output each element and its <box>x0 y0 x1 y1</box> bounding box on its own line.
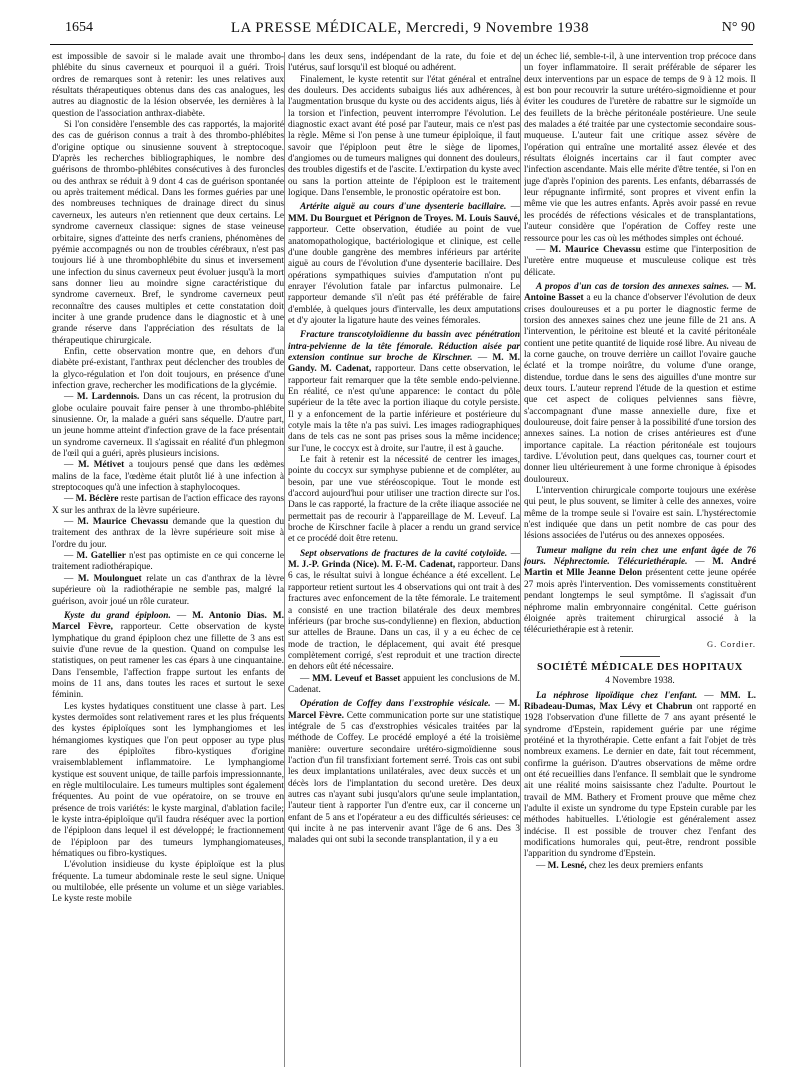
paragraph: L'évolution insidieuse du kyste épiploïque est la plus fréquente. La tumeur abdominale reste le seul signe. Unique ou multilobée, elle présente un volume et un siège variables. Le kyste reste mobile <box>52 860 284 905</box>
paragraph: — M. Maurice Chevassu estime que l'interposition de l'uretère entre muqueuse et musculeuse colique est très délicate. <box>524 244 756 278</box>
section-paragraph: Tumeur maligne du rein chez une enfant âgée de 76 jours. Néphrectomie. Télécuriethérapie. — M. André Martin et Mlle Jeanne Delon présentent cette jeune opérée 27 mois après l'intervention. Des vomissements constituèrent pendant longtemps le seul symptôme. Il s'agissait d'un néphrome malin embryonnaire congénital. Cette guérison éloignée après traitement chirurgical associé à la télécuriethérapie est à retenir. <box>524 545 756 636</box>
speaker-name: M. Moulonguet <box>77 573 142 584</box>
paragraph: L'intervention chirurgicale comporte toujours une exérèse qui peut, le plus souvent, se limiter à celle des annexes, voire même de la trompe seule si l'ovaire est sain. L'hystérectomie n'est indiquée que dans un petit nombre de cas pour des lésions associées de l'utérus ou des annexes opposées. <box>524 486 756 542</box>
column-2 <box>288 52 520 1072</box>
paragraph: dans les deux sens, indépendant de la rate, du foie et de l'utérus, sauf lorsqu'il est bloqué ou adhérent. <box>288 52 520 74</box>
paragraph: — M. Métivet a toujours pensé que dans les œdèmes malins de la face, l'œdème était plutôt lié à une infection à streptocoques qu'à une infection à staphylocoques. <box>52 460 284 494</box>
paragraph: un échec lié, semble-t-il, à une intervention trop précoce dans un foyer inflammatoire. Il serait préférable de séparer les deux interventions par un espace de temps de 9 à 12 mois. Il est bon pour recouvrir la suture urétéro-sigmoïdienne et pour éviter les coudures de l'uretère de rabattre sur le sigmoïde un des feuillets de la brèche péritonéale postérieure. Une seule des malades a été traitée par une cystectomie secondaire sous-muqueuse. L'auteur fait une critique assez sévère de l'opération qui entraîne une mortalité assez élevée et des résultats éloignés incertains car il faut compter avec l'infection ascendante. Mais elle mérite d'être tentée, si l'on en juge d'après l'opinion des parents. Les enfants, débarrassés de leur répugnante infirmité, sont propres et vivent enfin la même vie que les autres enfants. Après avoir passé en revue les procédés de réfections vésicales et de transplantations, l'auteur considère que l'opération de Coffey reste une ressource pour les cas où les méthodes simples ont échoué. <box>524 52 756 244</box>
paragraph: — MM. Leveuf et Basset appuient les conclusions de M. Cadenat. <box>288 673 520 695</box>
section-title: La néphrose lipoïdique chez l'enfant. <box>536 690 698 701</box>
speaker-name: M. Lardennois. <box>76 392 140 403</box>
section-title: Artérite aiguë au cours d'une dysenterie bacillaire. <box>300 202 507 213</box>
issue-number: N° 90 <box>721 20 755 35</box>
society-title: SOCIÉTÉ MÉDICALE DES HOPITAUX <box>537 661 743 673</box>
speaker-name: M. Maurice Chevassu <box>77 517 169 528</box>
section-paragraph: Fracture transcotyloïdienne du bassin avec pénétration intra-pelvienne de la tête fémorale. Réduction aisée par extension continue sur broche de Kirschner. — M. M. Gandy. M. Cadenat, rapporteur. Dans cette observation, le rapporteur fait remarquer que la tête semble endo-pelvienne. En réalité, ce n'est qu'une apparence: le contact du pôle supérieur de la tête avec la portion iliaque du cotyle persiste. Il y a enfoncement de la partie inférieure et postérieure du cotyle mais la tête n'a pas suivi. Les images radiographiques dans de tels cas ne sont pas prises sous la même incidence; sur l'une, le coccyx est à droite, sur l'autre, il est à gauche. <box>288 330 520 454</box>
author-names: MM. Du Bourguet et Pérignon de Troyes. M. Louis Sauvé, <box>288 213 520 224</box>
section-divider <box>620 656 660 657</box>
column-divider <box>284 52 285 1067</box>
section-paragraph: Opération de Coffey dans l'exstrophie vésicale. — M. Marcel Fèvre. Cette communication porte sur une statistique intégrale de 5 cas d'exstrophies vésicales traitées par la méthode de Coffey. Le procédé employé a été la troisième manière: ouverture secondaire urétéro-sigmoïdienne sous l'action d'un fil transfixiant fortement serré. Trois cas ont subi les deux implantations unilatérales, avec deux succès et un décès lors de l'implantation du second uretère. Des deux autres cas n'ayant subi jusqu'alors qu'une seule implantation, l'auteur tient à rapporter l'un d'entre eux, car il concerne un enfant de 5 ans et l'opérateur a eu des difficultés sérieuses: ce qui incite à ne pas intervenir avant l'âge de 6 ans. Des 3 malades qui ont subi la seconde transplantation, il y a eu <box>288 699 520 846</box>
section-title: Kyste du grand épiploon. <box>64 610 171 621</box>
speaker-name: M. Gatellier <box>76 551 126 562</box>
section-title: Sept observations de fractures de la cavité cotyloïde. <box>300 548 508 559</box>
paragraph: est impossible de savoir si le malade avait une thrombo-phlébite du sinus caverneux et pourquoi il a guéri. Trois ordres de remarques sont à retenir: les unes relatives aux résultats thérapeutiques obtenus dans des cas analogues, les autres au diagnostic de la lésion observée, les dernières à la question de l'association anthrax-diabète. <box>52 52 284 119</box>
author-names: M. J.-P. Grinda (Nice). M. F.-M. Cadenat, <box>288 560 456 571</box>
section-paragraph: Sept observations de fractures de la cavité cotyloïde. — M. J.-P. Grinda (Nice). M. F.-M. Cadenat, rapporteur. Dans 6 cas, le résultat suivi à longue échéance a été excellent. Le rapporteur retient surtout les 4 observations qui ont trait à des fractures avec enfoncement de la tête fémorale. Le traitement a consisté en une traction bilatérale des deux membres inférieurs (par broche sus-condylienne) en flexion, abduction sur attelles de Braune. Dans un cas, il y a eu échec de ce mode de traction, le déplacement, qui avait été presque complètement corrigé, s'est reproduit et une traction directe en dehors eût été nécessaire. <box>288 548 520 673</box>
section-paragraph: A propos d'un cas de torsion des annexes saines. — M. Antoine Basset a eu la chance d'observer l'évolution de deux crises douloureuses et a pu porter le diagnostic ferme de torsion des annexes saines chez une jeune fille de 21 ans. A l'intervention, le péritoine est bleuté et la cavité péritonéale contient une petite quantité de liquide rosé libre. Au niveau de la corne gauche, on trouve derrière un caillot l'ovaire gauche éclaté et la trompe noirâtre, du volume d'une orange, distendue, tordue dans le sens des aiguilles d'une montre sur deux tours. L'auteur reprend l'étude de la question et estime que cet aspect de coliques pelviennes sans fièvre, s'accompagnant d'une masse annexielle dure, fixe et douloureuse, doit faire penser à la possibilité d'une torsion des annexes saines. La notion de crises antérieures est d'une importance capitale. La réaction péritonéale est toujours tardive. L'évolution peut, dans quelques cas, tourner court et donner lieu ultérieurement à une forme chronique à épisodes douloureux. <box>524 281 756 485</box>
author-names: M. Antonio Dias. M. Marcel Fèvre, <box>52 610 284 633</box>
paragraph: — M. Lesné, chez les deux premiers enfants <box>536 860 704 871</box>
section-title: A propos d'un cas de torsion des annexes saines. <box>536 281 730 292</box>
section-title: Fracture transcotyloïdienne du bassin avec pénétration intra-pelvienne de la tête fémorale. Réduction aisée par extension continue sur broche de Kirschner. <box>288 330 520 363</box>
paragraph: — M. Maurice Chevassu demande que la question du traitement des anthrax de la lèvre supérieure soit mise à l'ordre du jour. <box>52 517 284 550</box>
speaker-name: MM. Leveuf et Basset <box>312 673 401 684</box>
column-3 <box>524 52 756 1072</box>
author-names: M. Antoine Basset <box>524 281 756 304</box>
paragraph: Les kystes hydatiques constituent une classe à part. Les kystes dermoïdes sont relativement rares et les plus fréquents des kystes épiploïques sont les lymphangiomes et les hémangiomes kystiques que l'on peut opposer au type plus rare des épiploïtes fibro-kystiques d'origine vraisemblablement inflammatoire. Le lymphangiome kystique est souvent unique, de taille parfois impressionnante, en règle multiloculaire. Les tumeurs multiples sont également fréquentes. Au point de vue opératoire, on se trouve en présence de trois variétés: le kyste marginal, d'ablation facile; le kyste intra-épiploïque qu'il faudra réséquer avec la portion de l'épiploon dans lequel il est développé; le fractionnement de l'épiploon par des tumeurs lymphangiomateuses, hématiques ou fibro-kystiques. <box>52 701 284 860</box>
column-1 <box>52 52 284 1072</box>
section-title: Tumeur maligne du rein chez une enfant âgée de 76 jours. Néphrectomie. Télécuriethérapie. <box>524 545 756 568</box>
signature: G. Cordier. <box>706 638 756 649</box>
paragraph: — M. Béclère reste partisan de l'action efficace des rayons X sur les anthrax de la lèvre supérieure. <box>52 494 284 516</box>
speaker-name: M. Lesné, <box>547 860 587 871</box>
speaker-name: M. Béclère <box>75 494 119 505</box>
section-paragraph: Artérite aiguë au cours d'une dysenterie bacillaire. — MM. Du Bourguet et Pérignon de Troyes. M. Louis Sauvé, rapporteur. Cette observation, étudiée au point de vue anatomopathologique, bactériologique et clinique, est celle d'une double gangrène des membres inférieurs par artérite aiguë au cours de l'évolution d'une dysenterie bacillaire. Des opérations sympathiques suivies d'amputation n'ont pu enrayer l'évolution fatale par infarctus pulmonaire. Le rapporteur demande s'il n'eût pas été préférable de faire d'emblée, à quelques jours d'intervalle, les deux amputations et d'y ajouter la ligature haute des veines fémorales. <box>288 202 520 326</box>
paragraph: — M. Lardennois. Dans un cas récent, la protrusion du globe oculaire pouvait faire penser à une thrombo-phlébite sinusienne. Or, la malade a guéri sans séquelle. D'autre part, un jeune homme atteint d'infection grave de la face présentait un syndrome caverneux. Il s'agissait en réalité d'un phlegmon de l'œil qui a guéri, après plusieurs incisions. <box>52 392 284 460</box>
paragraph: Si l'on considère l'ensemble des cas rapportés, la majorité des cas de guérison connus a trait à des thrombo-phlébites d'origine optique ou sinusienne souvent à streptocoque. D'après les recherches bibliographiques, le nombre des guérisons de thrombo-phlébites consécutives à des furoncles ou des anthrax se réduit à 9 dont 4 cas de guérison spontanée ou après traitement médical. Dans les formes guéries par une des nombreuses techniques de drainage direct du sinus caverneux, les auteurs n'en retiennent que deux certains. Le syndrome caverneux classique: signes de stase veineuse orbitaire, signes d'atteinte des nerfs craniens, phénomènes de pyémie accompagnés ou non de troubles cérébraux, n'est pas toujours lié à une thrombophlébite du sinus et inversement une infection du sinus caverneux peut évoluer jusqu'à la mort sans donner lieu au moindre signe caractéristique du syndrome caverneux. Bref, le syndrome caverneux peut reconnaître des causes multiples et cette constatation doit inciter à une grande prudence dans le diagnostic et à une grande réserve dans l'appréciation des résultats de la thérapeutique chirurgicale. <box>52 120 284 346</box>
page-number: 1654 <box>65 20 93 35</box>
section-title: Opération de Coffey dans l'exstrophie vésicale. <box>300 699 491 710</box>
paragraph: Le fait à retenir est la nécessité de centrer les images, pointe du coccyx sur symphyse pubienne et de compléter, au besoin, par une vue stéréoscopique. Tout le monde est d'accord aujourd'hui pour utiliser une traction directe sur l'os. Dans le cas rapporté, la fracture de la crête iliaque associée ne permettait pas de recourir à l'appareillage de M. Leveuf. La broche de Kirschner facile à placer a rendu un grand service et ce procédé doit être retenu. <box>288 455 520 545</box>
paragraph: Enfin, cette observation montre que, en dehors d'un diabète pré-existant, l'anthrax peut déclencher des troubles de la glyco-régulation et l'on doit toujours, en présence d'une infection grave, rechercher les modifications de la glycémie. <box>52 346 284 391</box>
paragraph: Finalement, le kyste retentit sur l'état général et entraîne des douleurs. Des accidents subaigus liés aux adhérences, à l'augmentation brusque du kyste ou des accidents aigus, liés à la torsion et l'infection, peuvent interrompre l'évolution. Le diagnostic exact avant été posé par l'auteur, mais ce n'est pas la règle. Même si l'on pense à une tumeur épiploïque, il faut savoir que l'épiploon peut être le siège de lipomes, d'angiomes ou de tumeurs malignes qui donnent des douleurs, des troubles digestifs et de l'ascite. L'extirpation du kyste avec ou sans la portion atteinte de l'épiploon est le traitement logique. Dans l'ensemble, le pronostic opératoire est bon. <box>288 74 520 199</box>
paragraph: — M. Moulonguet relate un cas d'anthrax de la lèvre supérieure où la radiothérapie ne semble pas, malgré la guérison, avoir joué un rôle curateur. <box>52 573 284 607</box>
journal-title: LA PRESSE MÉDICALE, Mercredi, 9 Novembre 1938 <box>230 20 590 36</box>
column-divider <box>520 52 521 1067</box>
paragraph: — M. Gatellier n'est pas optimiste en ce qui concerne le traitement radiothérapique. <box>52 551 284 573</box>
author-names: MM. L. Ribadeau-Dumas, Max Lévy et Chabrun <box>524 690 756 712</box>
section-paragraph: Kyste du grand épiploon. — M. Antonio Dias. M. Marcel Fèvre, rapporteur. Cette observation de kyste lymphatique du grand épiploon chez une fillette de 3 ans est suivie d'une revue de la question. Quand on compulse les statistiques, on peut ramener les cas épars à une cinquantaine. Dans l'ensemble, l'affection frappe surtout les enfants de moins de 11 ans, dans toutes les races et surtout le sexe féminin. <box>52 610 284 701</box>
session-date: 4 Novembre 1938. <box>605 676 675 687</box>
speaker-name: M. Métivet <box>77 460 125 471</box>
speaker-name: M. Maurice Chevassu <box>549 244 641 255</box>
page-header <box>65 20 755 42</box>
author-names: M. André Martin et Mlle Jeanne Delon <box>524 557 756 579</box>
header-rule <box>50 44 753 45</box>
author-names: M. Marcel Fèvre. <box>288 699 520 721</box>
section-paragraph: La néphrose lipoïdique chez l'enfant. — MM. L. Ribadeau-Dumas, Max Lévy et Chabrun ont rapporté en 1928 l'observation d'une fillette de 7 ans ayant présenté le syndrome d'Epstein, rapidement guérie par une régime protéiné et la thyrothérapie. Cette enfant a fait l'objet de très nombreux examens. Le dernier en date, fait tout récemment, confirme la guérison. D'autres observations de même ordre ont été recueillies dans l'enfance. Il semblait que le syndrome ait une réalité moins saisissante chez l'adulte. Pourtout le travail de MM. Bathery et Froment prouve que même chez l'adulte il existe un syndrome du type Epstein curable par les méthodes habituelles. L'étiologie est généralement assez indécise. Il est possible de trouver chez l'enfant des modifications humorales qui, peut-être, rendront possible l'apparition du syndrome d'Epstein. <box>524 690 756 860</box>
author-names: M. M. Gandy. M. Cadenat, <box>288 352 520 375</box>
